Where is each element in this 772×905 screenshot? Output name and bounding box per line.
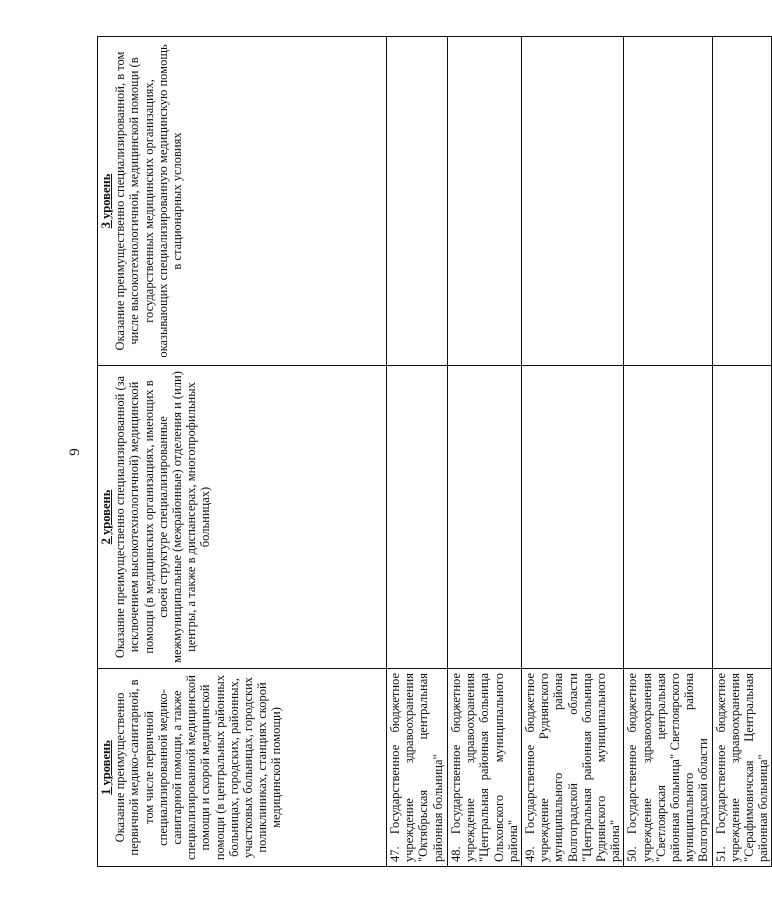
page-number: 9 bbox=[67, 448, 83, 456]
organization-cell-level-3 bbox=[387, 37, 448, 366]
organization-cell-level-2 bbox=[448, 366, 522, 669]
header-level-3-description: Оказание преимущественно специализированной, в том числе высокотехнологичной, медицинской помощи (в государственных медицинских организациях, оказывающих специализированную медицинскую помощь в стационарных условиях bbox=[113, 44, 185, 358]
rotated-document-sheet bbox=[66, 37, 771, 867]
table-row bbox=[448, 37, 522, 867]
header-level-1 bbox=[98, 669, 387, 867]
organization-cell-level-3 bbox=[448, 37, 522, 366]
header-level-3 bbox=[98, 37, 387, 366]
organization-cell-level-3 bbox=[522, 37, 624, 366]
table-row bbox=[522, 37, 624, 867]
header-level-2 bbox=[98, 366, 387, 669]
header-level-1-title: 1 уровень bbox=[99, 740, 113, 795]
medical-levels-table bbox=[97, 36, 772, 867]
table-row bbox=[624, 37, 712, 867]
organization-cell-level-1: 50. Государственное бюджетное учреждение здравоохранения "Светлоярская центральная районная больница" Светлоярского муниципального района Волгоградской области bbox=[624, 669, 712, 867]
header-level-2-description: Оказание преимущественно специализированной (за исключением высокотехнологичной) медицинской помощи (в медицинских организациях, имеющих в своей структуре специализированные межмуниципальные (межрайонные) отделения и (или) центры, а также в диспансерах, многопрофильных больницах) bbox=[113, 371, 213, 663]
header-level-3-title: 3 уровень bbox=[99, 173, 113, 229]
organization-cell-level-2 bbox=[624, 366, 712, 669]
table-header-row bbox=[98, 37, 387, 867]
organization-cell-level-1: 49. Государственное бюджетное учреждение Руднянского муниципального района Волгоградской области "Центральная районная больница Руднянского муниципального района" bbox=[522, 669, 624, 867]
organization-cell-level-3 bbox=[712, 37, 772, 366]
table-row bbox=[712, 37, 772, 867]
table-row bbox=[387, 37, 448, 867]
organization-cell-level-2 bbox=[522, 366, 624, 669]
organization-cell-level-3 bbox=[624, 37, 712, 366]
header-level-1-description: Оказание преимущественно первичной медико-санитарной, в том числе первичной специализированной медико-санитарной помощи, а также специализированной медицинской помощи и скорой медицинской помощи (в центральных районных больницах, городских, районных, участковых больницах, городских поликлиниках, станциях скорой медицинской помощи) bbox=[113, 674, 284, 861]
organization-cell-level-1: 47. Государственное бюджетное учреждение здравоохранения "Октябрьская центральная районная больница" bbox=[387, 669, 448, 867]
organization-cell-level-2 bbox=[712, 366, 772, 669]
organization-cell-level-2 bbox=[387, 366, 448, 669]
organization-cell-level-1: 48. Государственное бюджетное учреждение здравоохранения "Центральная районная больница Ольховского муниципального района" bbox=[448, 669, 522, 867]
header-level-2-title: 2 уровень bbox=[99, 489, 113, 545]
organization-cell-level-1: 51. Государственное бюджетное учреждение здравоохранения "Серафимовичская Центральная районная больница" bbox=[712, 669, 772, 867]
